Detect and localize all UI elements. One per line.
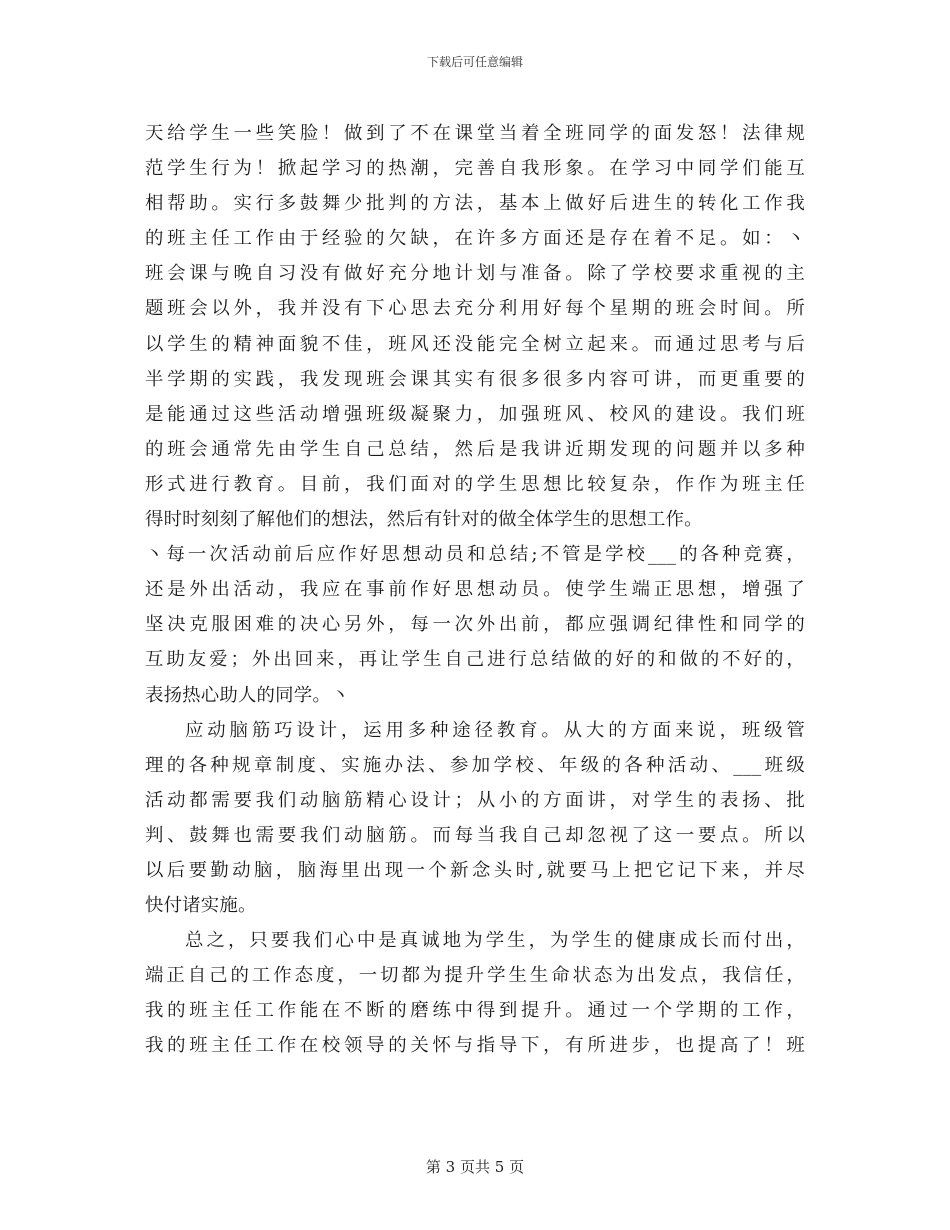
text-line: 相帮助。实行多鼓舞少批判的方法，基本上做好后进生的转化工作我 bbox=[145, 193, 805, 215]
text-line: 坚决克服困难的决心另外，每一次外出前，都应强调纪律性和同学的 bbox=[145, 614, 805, 636]
text-line: 活动都需要我们动脑筋精心设计；从小的方面讲，对学生的表扬、批 bbox=[145, 789, 805, 811]
text-line: 班会课与晚自习没有做好充分地计划与准备。除了学校要求重视的主 bbox=[145, 263, 805, 285]
text-line: 形式进行教育。目前，我们面对的学生思想比较复杂，作作为班主任 bbox=[145, 473, 805, 495]
text-line: 半学期的实践，我发现班会课其实有很多很多内容可讲，而更重要的 bbox=[145, 368, 805, 390]
text-line: 是能通过这些活动增强班级凝聚力，加强班风、校风的建设。我们班 bbox=[145, 403, 805, 425]
page-header: 下载后可任意编辑 bbox=[426, 55, 523, 69]
text-line: 天给学生一些笑脸！做到了不在课堂当着全班同学的面发怒！法律规 bbox=[145, 123, 805, 144]
text-line: 我的班主任工作在校领导的关怀与指导下，有所进步，也提高了！班 bbox=[145, 1035, 805, 1057]
text-line: 以后要勤动脑，脑海里出现一个新念头时,就要马上把它记下来，并尽 bbox=[145, 859, 805, 881]
text-line: 端正自己的工作态度，一切都为提升学生生命状态为出发点，我信任， bbox=[145, 965, 805, 987]
text-line: 理的各种规章制度、实施办法、参加学校、年级的各种活动、___班级 bbox=[145, 754, 805, 776]
text-line: 表扬热心助人的同学。丶 bbox=[145, 684, 350, 706]
text-line: 的班主任工作由于经验的欠缺，在许多方面还是存在着不足。如：丶 bbox=[145, 228, 805, 250]
paragraph-first-line: 总之，只要我们心中是真诚地为学生，为学生的健康成长而付出， bbox=[185, 930, 805, 952]
page-number-footer: 第 3 页共 5 页 bbox=[425, 1158, 525, 1176]
document-body bbox=[145, 116, 805, 1064]
text-line: 丶每一次活动前后应作好思想动员和总结;不管是学校___的各种竞赛， bbox=[145, 544, 805, 566]
text-line: 范学生行为！掀起学习的热潮，完善自我形象。在学习中同学们能互 bbox=[145, 158, 805, 180]
text-line: 以学生的精神面貌不佳，班风还没能完全树立起来。而通过思考与后 bbox=[145, 333, 805, 355]
text-line: 得时时刻刻了解他们的想法，然后有针对的做全体学生的思想工作。 bbox=[145, 509, 703, 531]
text-line: 互助友爱；外出回来，再让学生自己进行总结做的好的和做的不好的， bbox=[145, 649, 805, 671]
text-line: 我的班主任工作能在不断的磨练中得到提升。通过一个学期的工作， bbox=[145, 1000, 805, 1022]
text-line: 还是外出活动，我应在事前作好思想动员。使学生端正思想，增强了 bbox=[145, 579, 805, 601]
text-line: 快付诸实施。 bbox=[145, 895, 257, 917]
text-line: 的班会通常先由学生自己总结，然后是我讲近期发现的问题并以多种 bbox=[145, 438, 805, 460]
text-line: 判、鼓舞也需要我们动脑筋。而每当我自己却忽视了这一要点。所以 bbox=[145, 824, 805, 846]
text-line: 题班会以外，我并没有下心思去充分利用好每个星期的班会时间。所 bbox=[145, 298, 805, 320]
paragraph-first-line: 应动脑筋巧设计，运用多种途径教育。从大的方面来说，班级管 bbox=[185, 719, 805, 741]
